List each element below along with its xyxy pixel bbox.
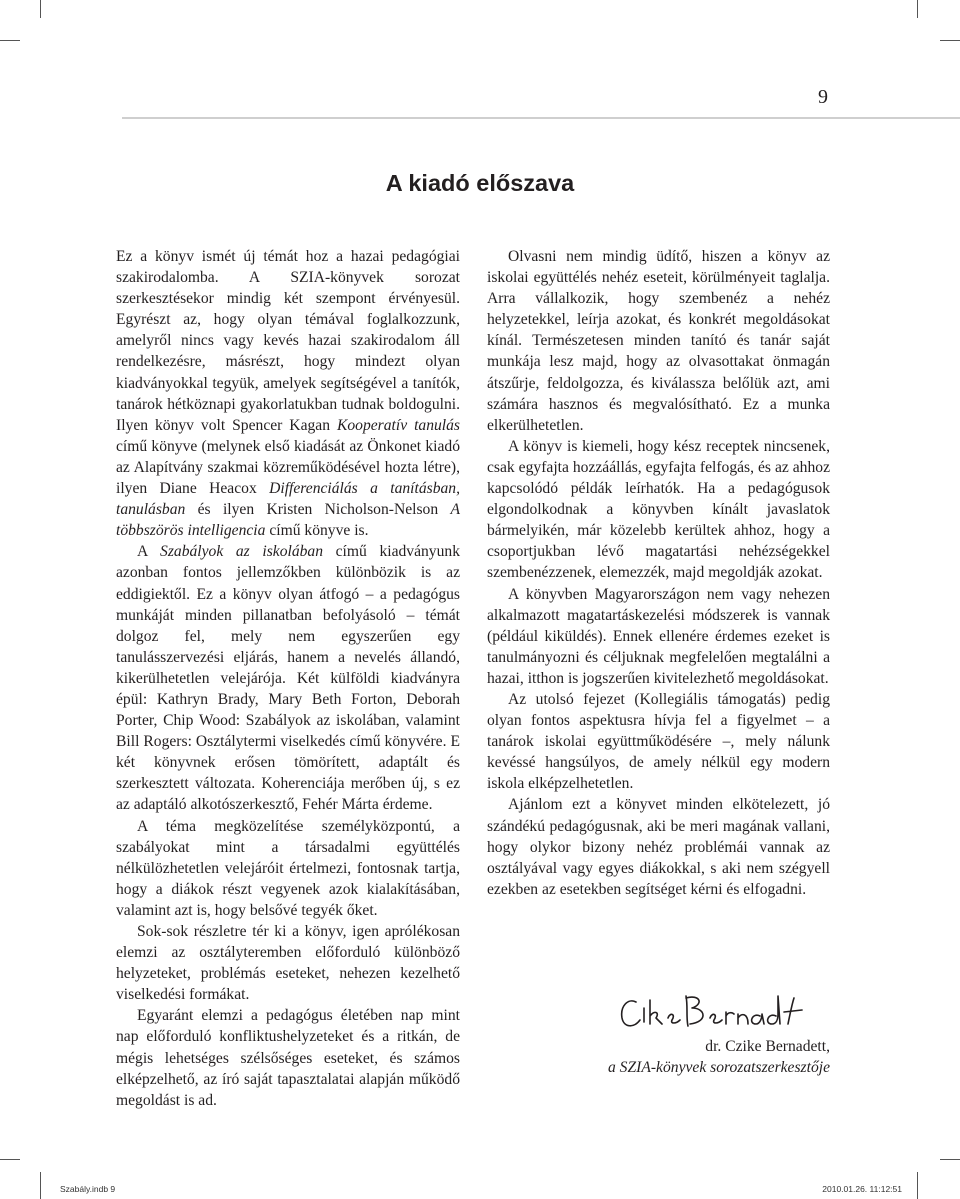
- header-rule: [122, 117, 960, 119]
- paragraph: [116, 246, 460, 541]
- paragraph: [116, 816, 460, 921]
- paragraph-text: és ilyen Kristen Nicholson-Nelson: [185, 501, 451, 519]
- paragraph-text: A téma megközelítése személyközpontú, a szabályokat mint a társadalmi együttélés nélkülözhetetlen velejáróit értelmezi, fontosnak tartja, hogy a diákok részt vegyenek azok kialakításában, valamint azt is, hogy belsővé tegyék őket.: [116, 817, 460, 919]
- crop-mark: [940, 1159, 960, 1160]
- paragraph: [487, 689, 830, 794]
- signatory-name: dr. Czike Bernadett,: [705, 1038, 830, 1055]
- crop-mark: [0, 40, 20, 41]
- page-number: 9: [818, 86, 828, 108]
- crop-mark: [40, 1172, 41, 1199]
- paragraph: [116, 1005, 460, 1110]
- paragraph-text: című kiadványunk azonban fontos jellemzőkben különbözik is az eddigiektől. Ez a könyv olyan átfogó – a pedagógus munkáját minden pillanatban befolyásoló – témát dolgoz fel, mely nem egyszerűen egy tanulásszervezési eljárás, hanem a nevelés állandó, kikerülhetetlen velejárója. Két külföldi kiadványra épül: Kathryn Brady, Mary Beth Forton, Deborah Porter, Chip Wood: Szabályok az iskolában, valamint Bill Rogers: Osztálytermi viselkedés című könyvére. E két könyvnek erősen tömörített, adaptált és szerkesztett változata. Koherenciája merőben új, s ez az adaptáló alkotószerkesztő, Fehér Márta érdeme.: [116, 543, 460, 814]
- paragraph-text: Ajánlom ezt a könyvet minden elkötelezett, jó szándékú pedagógusnak, aki be meri magának vallani, hogy olykor bizony nehéz problémái vannak az osztályával vagy egyes diákokkal, s aki nem szégyell ezekben az esetekben segítséget kérni és elfogadni.: [487, 796, 830, 898]
- paragraph: [487, 794, 830, 899]
- paragraph: [116, 541, 460, 815]
- paragraph-text: A könyv is kiemeli, hogy kész receptek nincsenek, csak egyfajta hozzáállás, egyfajta felfogás, és az ahhoz kapcsolódó példák leírhatók. Ha a pedagógusok elgondolkodnak a könyvben kínált javaslatok bármelyikén, már közelebb kerültek ahhoz, hogy a csoportjukban lévő magatartási nehézségekkel szembenézzenek, elemezzék, majd megoldják azokat.: [487, 437, 830, 582]
- italic-title-text: A többszörös intelligencia: [116, 501, 460, 540]
- paragraph-text: Egyaránt elemzi a pedagógus életében nap mint nap előforduló konfliktushelyzeteket és a ritkán, de mégis lehetséges szélsőséges eseteket, és számos elképzelhető, az író saját tapasztalatai alapján működő megoldást is ad.: [116, 1007, 460, 1109]
- crop-mark: [917, 0, 918, 18]
- paragraph: [116, 921, 460, 1005]
- italic-title-text: Szabályok az iskolában: [160, 543, 324, 561]
- paragraph-text: A könyvben Magyarországon nem vagy nehezen alkalmazott magatartáskezelési módszerek is vannak (például kiküldés). Ennek ellenére érdemes ezeket is tanulmányozni és céljuknak megfelelően megtalálni a hazai, itthon is jogszerűen kivitelezhető megoldásokat.: [487, 585, 830, 687]
- handwritten-signature: [614, 990, 804, 1038]
- signatory-role: a SZIA-könyvek sorozatszerkesztője: [607, 1059, 830, 1076]
- crop-mark: [40, 0, 41, 18]
- footer-filename: Szabály.indb 9: [60, 1184, 116, 1194]
- paragraph-text: Sok-sok részletre tér ki a könyv, igen aprólékosan elemzi az osztályteremben előforduló különböző helyzeteket, problémás eseteket, nehezen kezelhető viselkedési formákat.: [116, 923, 460, 1004]
- paragraph: [487, 436, 830, 584]
- crop-mark: [0, 1159, 20, 1160]
- paragraph-text: című könyve is.: [265, 522, 369, 540]
- paragraph-text: A: [137, 543, 161, 561]
- paragraph: [487, 246, 830, 436]
- italic-title-text: Kooperatív tanulás: [336, 416, 461, 434]
- crop-mark: [917, 1172, 918, 1199]
- crop-mark: [940, 40, 960, 41]
- paragraph-text: című könyve (melynek első kiadását az Önkonet kiadó az Alapítvány szakmai közreműködésével hozta létre), ilyen Diane Heacox: [116, 437, 460, 498]
- footer-timestamp: 2010.01.26. 11:12:51: [822, 1184, 902, 1194]
- paragraph-text: Ez a könyv ismét új témát hoz a hazai pedagógiai szakirodalomba. A SZIA-könyvek sorozat szerkesztésekor mindig két szempont érvényesül. Egyrészt az, hogy olyan témával foglalkozzunk, amelyről nincs vagy kevés hazai szakirodalom áll rendelkezésre, másrészt, hogy mindezt olyan kiadványokkal tegyük, amelyek segítségével a tanítók, tanárok hétköznapi gyakorlatukban tudnak boldogulni. Ilyen könyv volt Spencer Kagan: [116, 248, 460, 434]
- italic-title-text: Differenciálás a tanításban, tanulásban: [116, 480, 460, 519]
- paragraph: [487, 584, 830, 689]
- right-column: [487, 246, 830, 900]
- chapter-title: A kiadó előszava: [385, 170, 575, 196]
- paragraph-text: Az utolsó fejezet (Kollegiális támogatás) pedig olyan fontos aspektusra hívja fel a figyelmet – a tanárok iskolai együttműködésére –, mely nálunk kevéssé hangsúlyos, de amely nélkül egy modern iskola elképzelhetetlen.: [487, 690, 830, 793]
- left-column: [116, 246, 460, 1111]
- paragraph-text: Olvasni nem mindig üdítő, hiszen a könyv az iskolai együttélés nehéz eseteit, körülményeit taglalja. Arra vállalkozik, hogy szembenéz a nehéz helyzetekkel, leírja azokat, és konkrét megoldásokat kínál. Természetesen minden tanító és tanár saját munkája lesz majd, hogy az olvasottakat önmagán átszűrje, feldolgozza, és kiválassza belőlük azt, ami számára hasznos és megvalósítható. Ez a munka elkerülhetetlen.: [487, 248, 830, 434]
